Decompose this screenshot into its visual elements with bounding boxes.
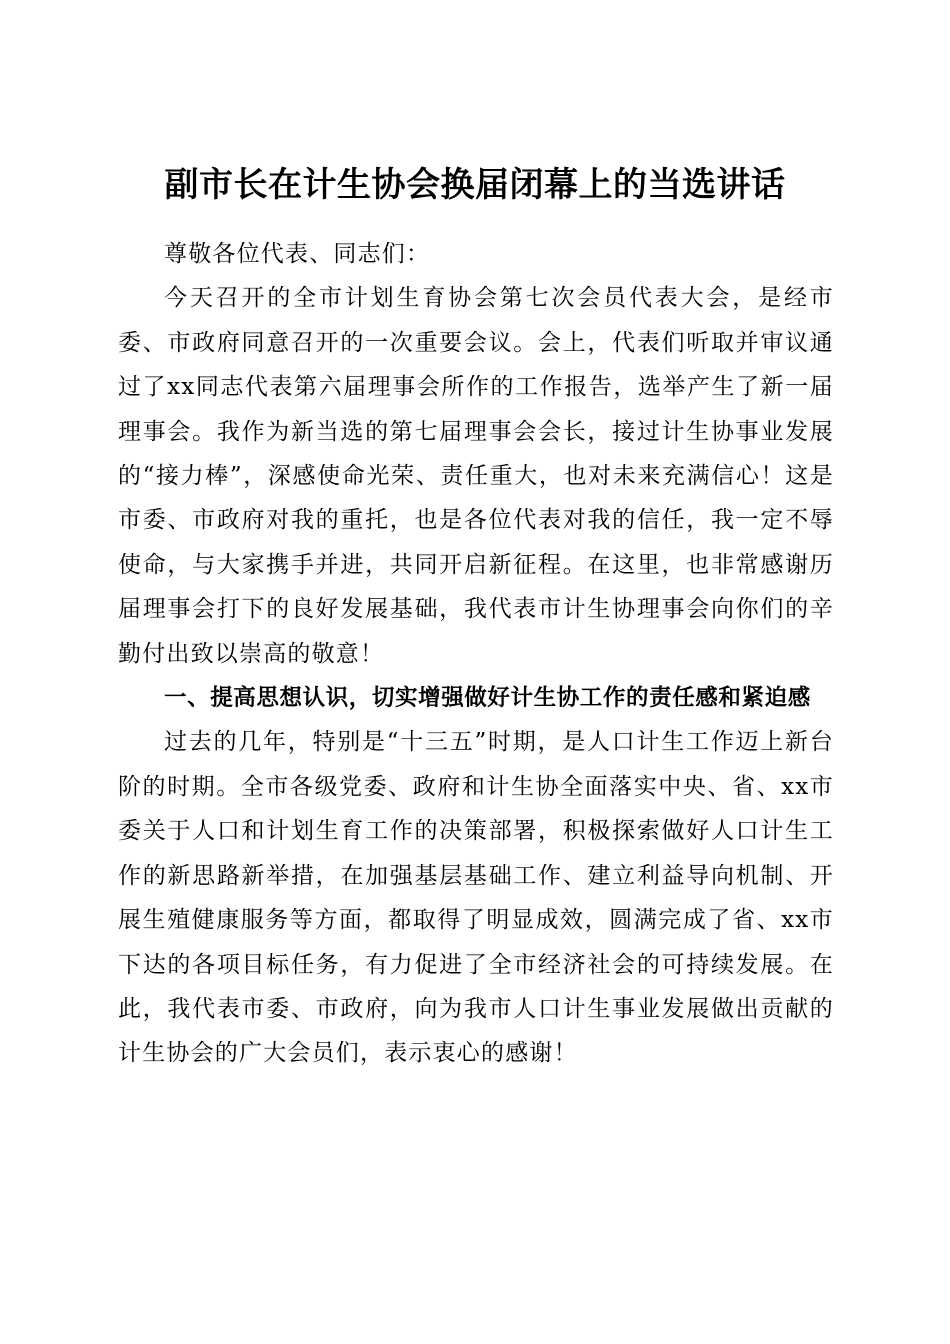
- document-title: 副市长在计生协会换届闭幕上的当选讲话: [164, 164, 786, 205]
- section-heading-1: 一、提高思想认识，切实增强做好计生协工作的责任感和紧迫感: [164, 685, 811, 712]
- paragraph-opening: 今天召开的全市计划生育协会第七次会员代表大会，是经市委、市政府同意召开的一次重要会议。会上，代表们听取并审议通过了xx同志代表第六届理事会所作的工作报告，选举产生了新一届理事会。我作为新当选的第七届理事会会长，接过计生协事业发展的“接力棒”，深感使命光荣、责任重大，也对未来充满信心！这是市委、市政府对我的重托，也是各位代表对我的信任，我一定不辱使命，与大家携手并进，共同开启新征程。在这里，也非常感谢历届理事会打下的良好发展基础，我代表市计生协理事会向你们的辛勤付出致以崇高的敬意！: [118, 285, 834, 667]
- paragraph-section-1: 过去的几年，特别是“十三五”时期，是人口计生工作迈上新台阶的时期。全市各级党委、政府和计生协全面落实中央、省、xx市委关于人口和计划生育工作的决策部署，积极探索做好人口计生工作的新思路新举措，在加强基层基础工作、建立利益导向机制、开展生殖健康服务等方面，都取得了明显成效，圆满完成了省、xx市下达的各项目标任务，有力促进了全市经济社会的可持续发展。在此，我代表市委、市政府，向为我市人口计生事业发展做出贡献的计生协会的广大会员们，表示衷心的感谢！: [118, 729, 834, 1067]
- salutation: 尊敬各位代表、同志们：: [164, 241, 431, 267]
- document-body: [118, 232, 834, 1076]
